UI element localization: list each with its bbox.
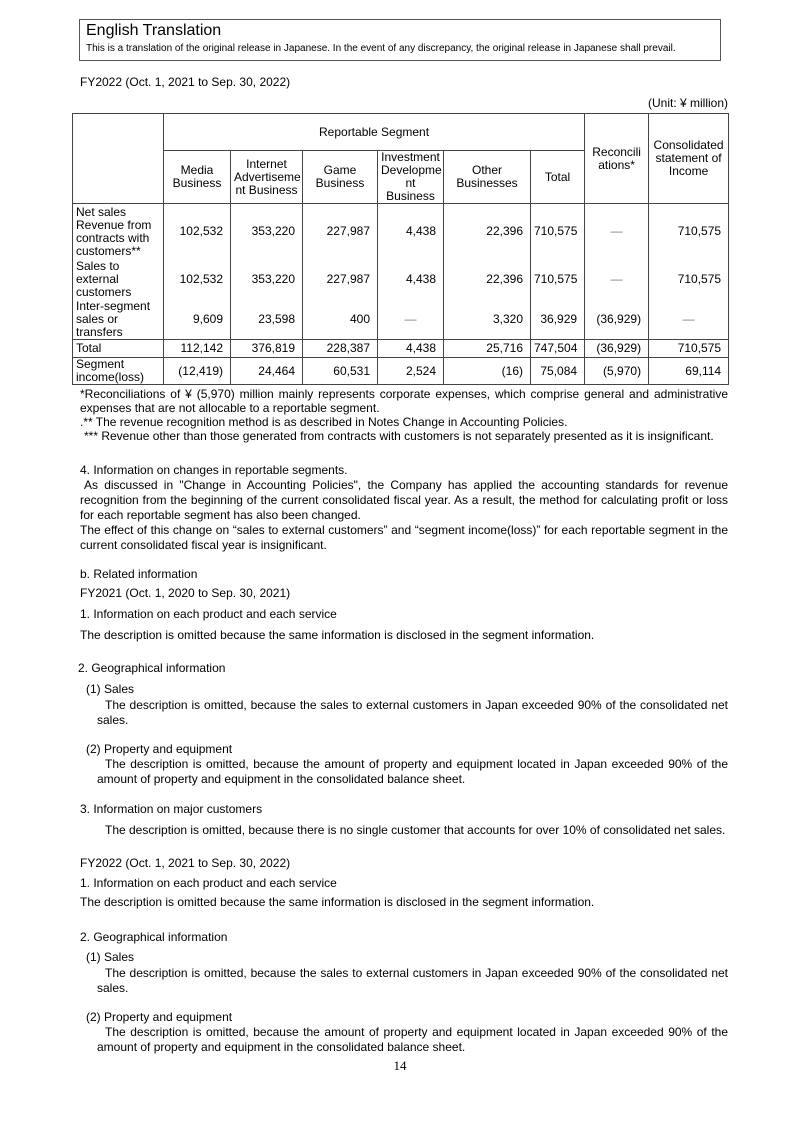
geo-heading: 2. Geographical information: [78, 661, 226, 675]
fy2021-heading: FY2021 (Oct. 1, 2020 to Sep. 30, 2021): [80, 586, 291, 600]
table-cell: 23,598: [231, 300, 303, 340]
table-cell: 102,532: [164, 260, 231, 300]
property-text: The description is omitted, because the amount of property and equipment located in Japan exceeded 90% of the amount of property and equipment in the consolidated balance sheet.: [97, 757, 728, 786]
property-heading-2022: (2) Property and equipment: [86, 1010, 233, 1024]
sales-heading: (1) Sales: [86, 682, 135, 696]
row-label: Segment income(loss): [73, 358, 164, 385]
translation-disclaimer: This is a translation of the original release in Japanese. In the event of any discrepancy, the original release in Japanese shall prevail.: [86, 43, 676, 54]
table-cell: 353,220: [231, 260, 303, 300]
info1-heading: 1. Information on each product and each service: [80, 607, 337, 621]
table-cell: 710,575: [531, 204, 585, 260]
note-3: *** Revenue other than those generated from contracts with customers is not separately presented as it is insignificant.: [84, 429, 714, 443]
table-cell: 710,575: [649, 260, 729, 300]
info1-text-2022: The description is omitted because the same information is disclosed in the segment information.: [80, 895, 595, 909]
note-1: *Reconciliations of ¥ (5,970) million mainly represents corporate expenses, which comprise general and administrative expenses that are not allocable to a reportable segment.: [80, 387, 728, 415]
property-heading: (2) Property and equipment: [86, 742, 233, 756]
col-header: Consolidated statement of Income: [649, 114, 729, 204]
table-cell: 22,396: [444, 204, 531, 260]
col-header: Game Business: [303, 151, 378, 204]
table-cell: 22,396: [444, 260, 531, 300]
table-row: [73, 300, 729, 340]
info1-text: The description is omitted because the same information is disclosed in the segment information.: [80, 628, 595, 642]
table-cell: 75,084: [531, 358, 585, 385]
content-flow: [72, 113, 728, 1073]
table-cell: 36,929: [531, 300, 585, 340]
table-row: [73, 340, 729, 358]
property-text-2022: The description is omitted, because the amount of property and equipment located in Japan exceeded 90% of the amount of property and equipment in the consolidated balance sheet.: [97, 1025, 728, 1054]
table-cell: (16): [444, 358, 531, 385]
row-label: Inter-segment sales or transfers: [73, 300, 164, 340]
col-header: Media Business: [164, 151, 231, 204]
row-label: Net sales Revenue from contracts with customers**: [73, 204, 164, 260]
table-cell: 25,716: [444, 340, 531, 358]
table-cell: 24,464: [231, 358, 303, 385]
table-cell: 228,387: [303, 340, 378, 358]
geo-heading-2022: 2. Geographical information: [80, 930, 228, 944]
table-cell: 710,575: [649, 340, 729, 358]
note-2: .** The revenue recognition method is as described in Notes Change in Accounting Policies.: [80, 415, 568, 429]
table-cell: 4,438: [378, 204, 444, 260]
corner-cell: [73, 114, 164, 204]
col-header: Internet Advertiseme nt Business: [231, 151, 303, 204]
table-cell: 2,524: [378, 358, 444, 385]
table-cell: 102,532: [164, 204, 231, 260]
section-4-p2: The effect of this change on “sales to external customers” and “segment income(loss)” for each reportable segment in the current consolidated fiscal year is insignificant.: [80, 523, 728, 552]
page-number: 14: [393, 1058, 407, 1073]
translation-notice-box: [79, 19, 721, 61]
table-cell: 4,438: [378, 340, 444, 358]
row-label: Sales to external customers: [73, 260, 164, 300]
table-cell: 353,220: [231, 204, 303, 260]
table-cell: 60,531: [303, 358, 378, 385]
table-cell: (5,970): [585, 358, 649, 385]
fy2022-heading: FY2022 (Oct. 1, 2021 to Sep. 30, 2022): [80, 856, 291, 870]
table-cell: 710,575: [649, 204, 729, 260]
table-cell: 3,320: [444, 300, 531, 340]
section-4-title: 4. Information on changes in reportable segments.: [80, 463, 348, 477]
table-cell: 400: [303, 300, 378, 340]
table-cell: 227,987: [303, 204, 378, 260]
translation-title: English Translation: [86, 22, 222, 39]
group-header: Reportable Segment: [164, 114, 585, 151]
table-cell: —: [649, 300, 729, 340]
sales-text-2022: The description is omitted, because the sales to external customers in Japan exceeded 90% of the consolidated net sales.: [97, 966, 728, 995]
table-cell: —: [585, 204, 649, 260]
sales-heading-2022: (1) Sales: [86, 950, 135, 964]
table-cell: 376,819: [231, 340, 303, 358]
row-label: Total: [73, 340, 164, 358]
table-cell: 4,438: [378, 260, 444, 300]
table-cell: 747,504: [531, 340, 585, 358]
table-cell: 710,575: [531, 260, 585, 300]
table-cell: (12,419): [164, 358, 231, 385]
col-header: Investment Developme nt Business: [378, 151, 444, 204]
table-cell: —: [378, 300, 444, 340]
unit-label: (Unit: ¥ million): [647, 96, 728, 110]
table-cell: —: [585, 260, 649, 300]
table-cell: 227,987: [303, 260, 378, 300]
info1-heading-2022: 1. Information on each product and each service: [80, 876, 337, 890]
table-cell: (36,929): [585, 300, 649, 340]
sales-text: The description is omitted, because the sales to external customers in Japan exceeded 90% of the consolidated net sales.: [97, 698, 728, 727]
section-4-p1: As discussed in "Change in Accounting Policies", the Company has applied the accounting standards for revenue recognition from the beginning of the current consolidated fiscal year. As a result, the method for calculating profit or loss for each reportable segment has also been changed.: [80, 478, 728, 522]
table-cell: 112,142: [164, 340, 231, 358]
major-text: The description is omitted, because there is no single customer that accounts for over 10% of consolidated net sales.: [105, 823, 726, 837]
col-header: Other Businesses: [444, 151, 531, 204]
table-row: [73, 204, 729, 260]
col-header: Total: [531, 151, 585, 204]
period-heading: FY2022 (Oct. 1, 2021 to Sep. 30, 2022): [80, 75, 291, 89]
table-cell: 69,114: [649, 358, 729, 385]
related-title: b. Related information: [80, 567, 198, 581]
table-row: [73, 260, 729, 300]
major-heading: 3. Information on major customers: [80, 802, 263, 816]
col-header: Reconcili ations*: [585, 114, 649, 204]
table-cell: (36,929): [585, 340, 649, 358]
table-cell: 9,609: [164, 300, 231, 340]
segment-table: [72, 113, 729, 385]
table-row: [73, 358, 729, 385]
